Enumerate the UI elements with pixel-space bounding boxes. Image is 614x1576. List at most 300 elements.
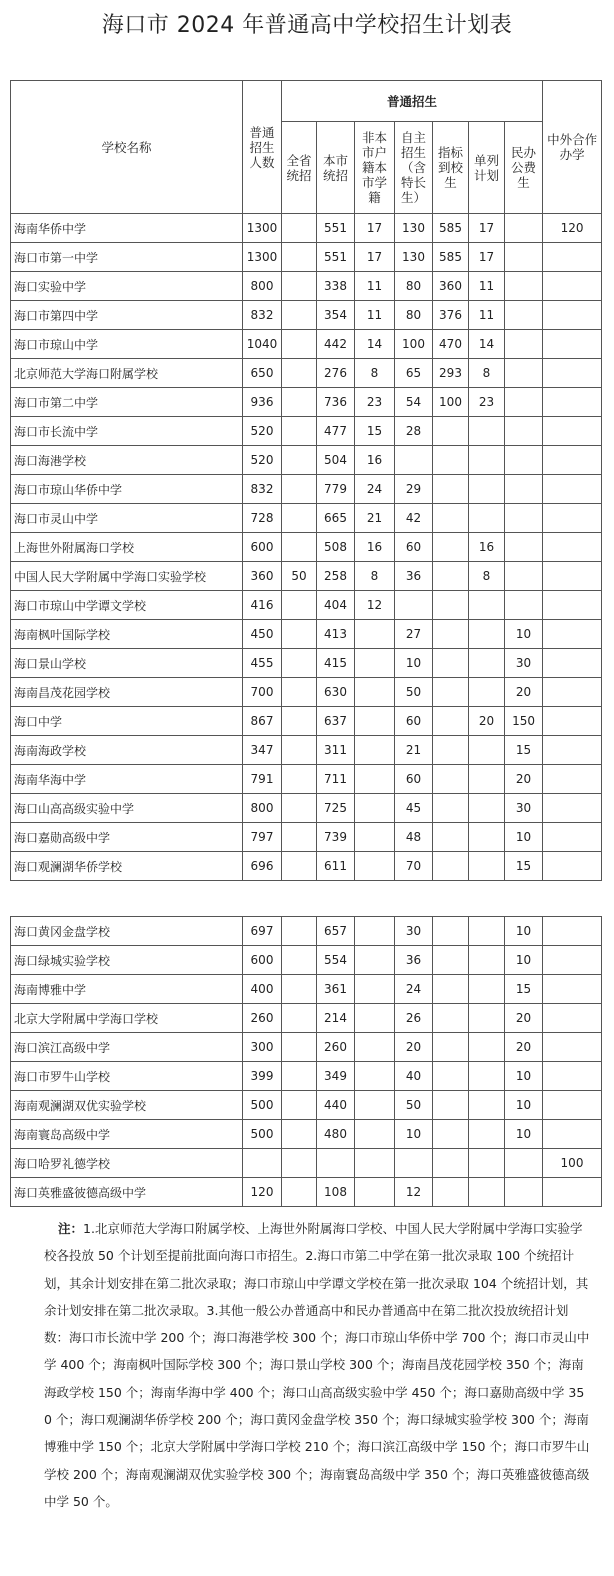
cell-province — [282, 1178, 317, 1207]
cell-private — [505, 243, 543, 272]
table-row — [11, 946, 602, 975]
cell-total: 416 — [243, 591, 282, 620]
table-row — [11, 388, 602, 417]
cell-province — [282, 1033, 317, 1062]
cell-self — [395, 1149, 433, 1178]
cell-quota: 585 — [433, 214, 469, 243]
cell-private: 15 — [505, 736, 543, 765]
cell-school: 中国人民大学附属中学海口实验学校 — [11, 562, 243, 591]
cell-total: 867 — [243, 707, 282, 736]
cell-private — [505, 562, 543, 591]
cell-total: 797 — [243, 823, 282, 852]
cell-nonlocal — [355, 765, 395, 794]
cell-quota — [433, 946, 469, 975]
table-row — [11, 1120, 602, 1149]
cell-quota — [433, 1120, 469, 1149]
cell-self: 10 — [395, 1120, 433, 1149]
cell-province — [282, 852, 317, 881]
cell-single — [469, 975, 505, 1004]
cell-single — [469, 1062, 505, 1091]
cell-self: 45 — [395, 794, 433, 823]
cell-city: 657 — [317, 917, 355, 946]
cell-city: 415 — [317, 649, 355, 678]
cell-single — [469, 1149, 505, 1178]
cell-private — [505, 417, 543, 446]
cell-private: 15 — [505, 975, 543, 1004]
cell-school: 海口市第二中学 — [11, 388, 243, 417]
cell-city: 480 — [317, 1120, 355, 1149]
cell-nonlocal — [355, 917, 395, 946]
cell-school: 海口市琼山中学谭文学校 — [11, 591, 243, 620]
cell-school: 海口市琼山华侨中学 — [11, 475, 243, 504]
table-row — [11, 1004, 602, 1033]
cell-city: 504 — [317, 446, 355, 475]
cell-self — [395, 591, 433, 620]
cell-province — [282, 649, 317, 678]
cell-foreign — [543, 620, 602, 649]
cell-quota — [433, 707, 469, 736]
cell-total: 800 — [243, 272, 282, 301]
cell-nonlocal — [355, 1149, 395, 1178]
cell-single: 17 — [469, 243, 505, 272]
header-private: 民办公费生 — [505, 122, 543, 214]
cell-foreign — [543, 301, 602, 330]
cell-city: 477 — [317, 417, 355, 446]
cell-self: 60 — [395, 707, 433, 736]
table-row — [11, 330, 602, 359]
cell-city: 276 — [317, 359, 355, 388]
table-row — [11, 736, 602, 765]
cell-quota — [433, 417, 469, 446]
cell-single: 11 — [469, 272, 505, 301]
cell-school: 海口市琼山中学 — [11, 330, 243, 359]
cell-total: 455 — [243, 649, 282, 678]
cell-school: 海口哈罗礼德学校 — [11, 1149, 243, 1178]
cell-province — [282, 1091, 317, 1120]
cell-foreign — [543, 533, 602, 562]
cell-private — [505, 272, 543, 301]
cell-private — [505, 359, 543, 388]
table-row — [11, 272, 602, 301]
table-row — [11, 417, 602, 446]
table-row — [11, 1062, 602, 1091]
cell-single — [469, 852, 505, 881]
cell-total: 520 — [243, 446, 282, 475]
cell-province — [282, 946, 317, 975]
cell-self: 30 — [395, 917, 433, 946]
table-row — [11, 214, 602, 243]
header-school: 学校名称 — [11, 81, 243, 214]
cell-single — [469, 1120, 505, 1149]
cell-city: 214 — [317, 1004, 355, 1033]
cell-quota: 470 — [433, 330, 469, 359]
cell-foreign — [543, 562, 602, 591]
cell-province — [282, 388, 317, 417]
cell-total: 500 — [243, 1091, 282, 1120]
cell-nonlocal — [355, 736, 395, 765]
table-row — [11, 823, 602, 852]
cell-self: 50 — [395, 678, 433, 707]
cell-nonlocal — [355, 649, 395, 678]
cell-nonlocal — [355, 1033, 395, 1062]
cell-school: 海口山高高级实验中学 — [11, 794, 243, 823]
cell-city: 637 — [317, 707, 355, 736]
cell-province — [282, 1120, 317, 1149]
table-row — [11, 301, 602, 330]
cell-total: 800 — [243, 794, 282, 823]
cell-school: 海口市长流中学 — [11, 417, 243, 446]
cell-city: 258 — [317, 562, 355, 591]
cell-total: 728 — [243, 504, 282, 533]
cell-total: 600 — [243, 946, 282, 975]
cell-private: 20 — [505, 678, 543, 707]
cell-nonlocal: 24 — [355, 475, 395, 504]
cell-total: 600 — [243, 533, 282, 562]
table-row — [11, 243, 602, 272]
cell-foreign — [543, 1091, 602, 1120]
cell-total: 399 — [243, 1062, 282, 1091]
cell-province — [282, 678, 317, 707]
cell-self: 21 — [395, 736, 433, 765]
cell-city: 508 — [317, 533, 355, 562]
cell-nonlocal — [355, 794, 395, 823]
cell-quota — [433, 446, 469, 475]
cell-self: 20 — [395, 1033, 433, 1062]
cell-nonlocal: 17 — [355, 243, 395, 272]
cell-school: 海南寰岛高级中学 — [11, 1120, 243, 1149]
cell-self: 27 — [395, 620, 433, 649]
cell-province — [282, 1004, 317, 1033]
cell-province — [282, 475, 317, 504]
cell-total: 347 — [243, 736, 282, 765]
cell-quota — [433, 504, 469, 533]
cell-nonlocal — [355, 823, 395, 852]
cell-single: 16 — [469, 533, 505, 562]
footnote — [44, 1215, 592, 1515]
cell-province — [282, 917, 317, 946]
cell-self: 70 — [395, 852, 433, 881]
cell-school: 海口黄冈金盘学校 — [11, 917, 243, 946]
header-self: 自主招生（含特长生） — [395, 122, 433, 214]
cell-foreign — [543, 852, 602, 881]
cell-city: 779 — [317, 475, 355, 504]
cell-city: 551 — [317, 214, 355, 243]
cell-foreign — [543, 417, 602, 446]
cell-foreign — [543, 765, 602, 794]
cell-province — [282, 765, 317, 794]
cell-province — [282, 736, 317, 765]
cell-nonlocal: 12 — [355, 591, 395, 620]
cell-school: 海口实验中学 — [11, 272, 243, 301]
cell-single — [469, 446, 505, 475]
cell-nonlocal — [355, 1178, 395, 1207]
cell-city: 108 — [317, 1178, 355, 1207]
cell-city: 311 — [317, 736, 355, 765]
cell-school: 海口市第四中学 — [11, 301, 243, 330]
cell-private: 15 — [505, 852, 543, 881]
cell-city: 442 — [317, 330, 355, 359]
cell-quota: 360 — [433, 272, 469, 301]
cell-quota — [433, 1149, 469, 1178]
table-row — [11, 1033, 602, 1062]
cell-self: 42 — [395, 504, 433, 533]
table-row — [11, 591, 602, 620]
table-row — [11, 562, 602, 591]
table-row — [11, 359, 602, 388]
cell-private — [505, 301, 543, 330]
cell-single: 17 — [469, 214, 505, 243]
cell-single: 20 — [469, 707, 505, 736]
cell-self: 100 — [395, 330, 433, 359]
cell-private: 30 — [505, 649, 543, 678]
cell-city: 725 — [317, 794, 355, 823]
cell-total: 520 — [243, 417, 282, 446]
cell-single — [469, 1091, 505, 1120]
cell-total: 120 — [243, 1178, 282, 1207]
header-group: 普通招生 — [282, 81, 543, 122]
table-row — [11, 678, 602, 707]
table-body-1 — [11, 214, 602, 881]
cell-school: 上海世外附属海口学校 — [11, 533, 243, 562]
cell-single: 14 — [469, 330, 505, 359]
cell-school: 海口海港学校 — [11, 446, 243, 475]
cell-total: 400 — [243, 975, 282, 1004]
cell-nonlocal: 8 — [355, 359, 395, 388]
cell-quota — [433, 917, 469, 946]
table-row — [11, 504, 602, 533]
cell-province — [282, 359, 317, 388]
cell-total: 300 — [243, 1033, 282, 1062]
cell-foreign — [543, 917, 602, 946]
cell-quota — [433, 1091, 469, 1120]
cell-foreign — [543, 475, 602, 504]
cell-quota: 376 — [433, 301, 469, 330]
cell-school: 海南博雅中学 — [11, 975, 243, 1004]
cell-private — [505, 475, 543, 504]
cell-school: 海口市第一中学 — [11, 243, 243, 272]
cell-foreign — [543, 946, 602, 975]
cell-single — [469, 765, 505, 794]
cell-private: 10 — [505, 946, 543, 975]
cell-single — [469, 823, 505, 852]
cell-province: 50 — [282, 562, 317, 591]
cell-self: 130 — [395, 214, 433, 243]
cell-quota — [433, 591, 469, 620]
cell-private — [505, 1149, 543, 1178]
cell-self: 36 — [395, 946, 433, 975]
cell-self: 130 — [395, 243, 433, 272]
cell-foreign — [543, 1062, 602, 1091]
cell-private — [505, 533, 543, 562]
cell-foreign — [543, 1178, 602, 1207]
cell-self: 60 — [395, 533, 433, 562]
cell-province — [282, 1149, 317, 1178]
cell-school: 海口市罗牛山学校 — [11, 1062, 243, 1091]
cell-self: 40 — [395, 1062, 433, 1091]
cell-private: 20 — [505, 1004, 543, 1033]
cell-foreign — [543, 359, 602, 388]
cell-foreign — [543, 243, 602, 272]
cell-city: 361 — [317, 975, 355, 1004]
table-row — [11, 765, 602, 794]
cell-single — [469, 1178, 505, 1207]
cell-private: 10 — [505, 620, 543, 649]
cell-province — [282, 591, 317, 620]
cell-province — [282, 504, 317, 533]
cell-foreign: 100 — [543, 1149, 602, 1178]
cell-nonlocal — [355, 975, 395, 1004]
cell-self: 80 — [395, 272, 433, 301]
cell-quota — [433, 1033, 469, 1062]
cell-total: 791 — [243, 765, 282, 794]
cell-total: 832 — [243, 301, 282, 330]
table-row — [11, 975, 602, 1004]
cell-self: 54 — [395, 388, 433, 417]
cell-quota — [433, 533, 469, 562]
cell-city: 630 — [317, 678, 355, 707]
cell-single — [469, 794, 505, 823]
cell-nonlocal: 21 — [355, 504, 395, 533]
header-quota: 指标到校生 — [433, 122, 469, 214]
cell-foreign — [543, 504, 602, 533]
cell-nonlocal — [355, 1120, 395, 1149]
cell-school: 海南海政学校 — [11, 736, 243, 765]
header-nonlocal: 非本市户籍本市学籍 — [355, 122, 395, 214]
cell-foreign — [543, 388, 602, 417]
cell-single — [469, 591, 505, 620]
cell-school: 海口滨江高级中学 — [11, 1033, 243, 1062]
cell-private: 10 — [505, 823, 543, 852]
cell-nonlocal — [355, 1091, 395, 1120]
header-foreign: 中外合作办学 — [543, 81, 602, 214]
cell-city: 349 — [317, 1062, 355, 1091]
cell-foreign — [543, 823, 602, 852]
table-row — [11, 1091, 602, 1120]
cell-province — [282, 707, 317, 736]
cell-single: 23 — [469, 388, 505, 417]
cell-foreign — [543, 649, 602, 678]
cell-city — [317, 1149, 355, 1178]
cell-foreign — [543, 794, 602, 823]
cell-province — [282, 975, 317, 1004]
cell-nonlocal: 15 — [355, 417, 395, 446]
cell-school: 海南枫叶国际学校 — [11, 620, 243, 649]
cell-nonlocal: 8 — [355, 562, 395, 591]
cell-quota: 100 — [433, 388, 469, 417]
cell-nonlocal — [355, 620, 395, 649]
cell-nonlocal: 16 — [355, 533, 395, 562]
cell-private — [505, 1178, 543, 1207]
cell-self: 60 — [395, 765, 433, 794]
cell-single: 11 — [469, 301, 505, 330]
table-row — [11, 533, 602, 562]
table-row — [11, 649, 602, 678]
cell-foreign — [543, 736, 602, 765]
cell-single — [469, 620, 505, 649]
cell-foreign — [543, 707, 602, 736]
header-city: 本市统招 — [317, 122, 355, 214]
cell-private — [505, 214, 543, 243]
cell-province — [282, 823, 317, 852]
cell-school: 北京师范大学海口附属学校 — [11, 359, 243, 388]
cell-self: 12 — [395, 1178, 433, 1207]
cell-nonlocal: 23 — [355, 388, 395, 417]
cell-foreign: 120 — [543, 214, 602, 243]
cell-self: 29 — [395, 475, 433, 504]
table-row — [11, 1149, 602, 1178]
cell-self: 80 — [395, 301, 433, 330]
table-row — [11, 852, 602, 881]
cell-quota — [433, 823, 469, 852]
cell-province — [282, 620, 317, 649]
cell-foreign — [543, 272, 602, 301]
cell-nonlocal — [355, 707, 395, 736]
table-row — [11, 1178, 602, 1207]
cell-province — [282, 446, 317, 475]
cell-school: 海南昌茂花园学校 — [11, 678, 243, 707]
cell-foreign — [543, 678, 602, 707]
cell-city: 551 — [317, 243, 355, 272]
cell-nonlocal — [355, 1004, 395, 1033]
cell-province — [282, 533, 317, 562]
cell-quota — [433, 1062, 469, 1091]
cell-nonlocal: 11 — [355, 301, 395, 330]
cell-self: 65 — [395, 359, 433, 388]
table-row — [11, 446, 602, 475]
cell-city: 404 — [317, 591, 355, 620]
cell-nonlocal: 16 — [355, 446, 395, 475]
cell-single — [469, 946, 505, 975]
cell-foreign — [543, 1004, 602, 1033]
cell-province — [282, 330, 317, 359]
cell-single — [469, 1004, 505, 1033]
header-single: 单列计划 — [469, 122, 505, 214]
cell-total: 650 — [243, 359, 282, 388]
cell-private — [505, 446, 543, 475]
cell-school: 海口中学 — [11, 707, 243, 736]
cell-city: 440 — [317, 1091, 355, 1120]
cell-foreign — [543, 446, 602, 475]
cell-quota — [433, 1178, 469, 1207]
cell-city: 665 — [317, 504, 355, 533]
table-row — [11, 475, 602, 504]
cell-school: 海口市灵山中学 — [11, 504, 243, 533]
cell-quota — [433, 620, 469, 649]
table-row — [11, 794, 602, 823]
cell-total: 700 — [243, 678, 282, 707]
cell-single — [469, 678, 505, 707]
cell-total: 360 — [243, 562, 282, 591]
cell-nonlocal — [355, 1062, 395, 1091]
cell-city: 611 — [317, 852, 355, 881]
page-title: 海口市 2024 年普通高中学校招生计划表 — [101, 13, 513, 38]
cell-quota — [433, 852, 469, 881]
cell-foreign — [543, 330, 602, 359]
cell-province — [282, 1062, 317, 1091]
cell-private: 10 — [505, 1120, 543, 1149]
cell-total: 1300 — [243, 243, 282, 272]
cell-province — [282, 243, 317, 272]
cell-school: 海口绿城实验学校 — [11, 946, 243, 975]
cell-nonlocal — [355, 852, 395, 881]
cell-school: 海南观澜湖双优实验学校 — [11, 1091, 243, 1120]
cell-single — [469, 736, 505, 765]
cell-city: 338 — [317, 272, 355, 301]
cell-private: 150 — [505, 707, 543, 736]
cell-school: 海口嘉勋高级中学 — [11, 823, 243, 852]
cell-private — [505, 388, 543, 417]
cell-city: 354 — [317, 301, 355, 330]
